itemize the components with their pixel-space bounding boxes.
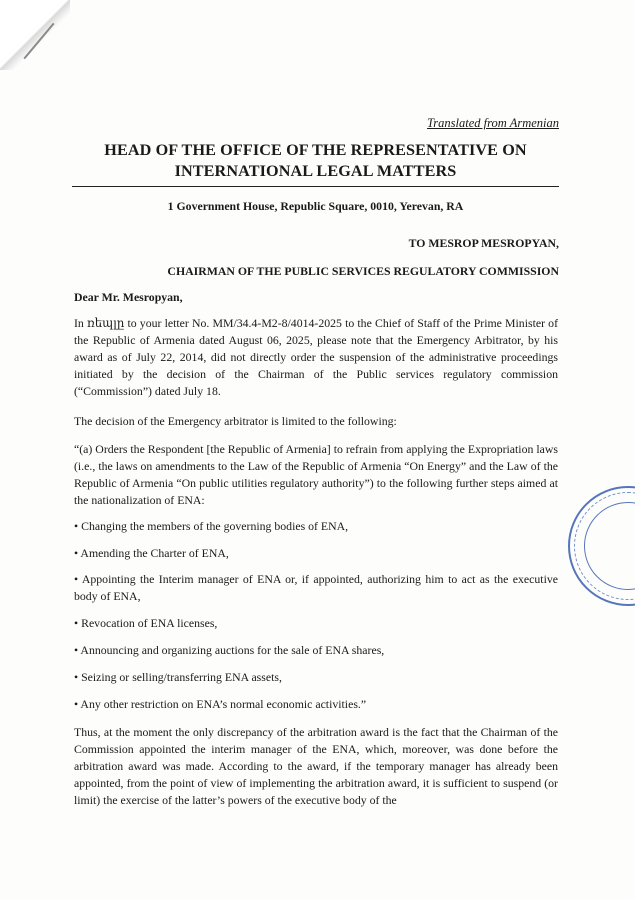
translation-note: Translated from Armenian: [427, 116, 559, 130]
heading-line-2: INTERNATIONAL LEGAL MATTERS: [174, 162, 457, 180]
sender-address: 1 Government House, Republic Square, 0010, Yerevan, RA: [167, 199, 464, 213]
official-stamp: [568, 486, 635, 606]
bullet-item: • Changing the members of the governing bodies of ENA,: [74, 519, 349, 533]
recipient-name: TO MESROP MESROPYAN,: [408, 236, 559, 250]
paragraph-order: “(a) Orders the Respondent [the Republic of Armenia] to refrain from applying the Expropriation laws (i.e., the laws on amendments to the Law of the Republic of Armenia “On Energy” and the Law of the Republic of Armenia “On public utilities regulatory authority”) to the following further steps aimed at the nationalization of ENA:: [74, 442, 558, 507]
bullet-item: • Any other restriction on ENA’s normal economic activities.”: [74, 697, 367, 711]
paragraph-decision-intro: The decision of the Emergency arbitrator is limited to the following:: [74, 414, 397, 428]
document-heading: [72, 140, 559, 182]
recipient-title: CHAIRMAN OF THE PUBLIC SERVICES REGULATORY COMMISSION: [167, 264, 559, 278]
bullet-item: • Seizing or selling/transferring ENA assets,: [74, 670, 282, 684]
page-corner-fold: [0, 0, 70, 70]
bullet-item: • Announcing and organizing auctions for the sale of ENA shares,: [74, 643, 385, 657]
heading-divider: [72, 186, 559, 187]
salutation: Dear Mr. Mesropyan,: [74, 290, 183, 304]
paragraph-reply: In ռեպլը to your letter No. MM/34.4-M2-8/4014-2025 to the Chief of Staff of the Prime Minister of the Republic of Armenia dated August 06, 2025, please note that the Emergency Arbitrator, by his award as of July 22, 2014, did not directly order the suspension of the administrative proceedings initiated by the decision of the Chairman of the Public services regulatory commission (“Commission”) dated July 18.: [74, 316, 558, 398]
bullet-item: • Amending the Charter of ENA,: [74, 546, 229, 560]
bullet-item: • Appointing the Interim manager of ENA or, if appointed, authorizing him to act as the executive body of ENA,: [74, 572, 558, 603]
paragraph-conclusion: Thus, at the moment the only discrepancy of the arbitration award is the fact that the Chairman of the Commission appointed the interim manager of the ENA, which, moreover, was done before the arbitration award was made. According to the award, if the temporary manager has already been appointed, from the point of view of implementing the arbitration award, it is sufficient to suspend (or limit) the exercise of the latter’s powers of the executive body of the: [74, 725, 558, 807]
heading-line-1: HEAD OF THE OFFICE OF THE REPRESENTATIVE ON: [104, 141, 527, 159]
bullet-item: • Revocation of ENA licenses,: [74, 616, 218, 630]
